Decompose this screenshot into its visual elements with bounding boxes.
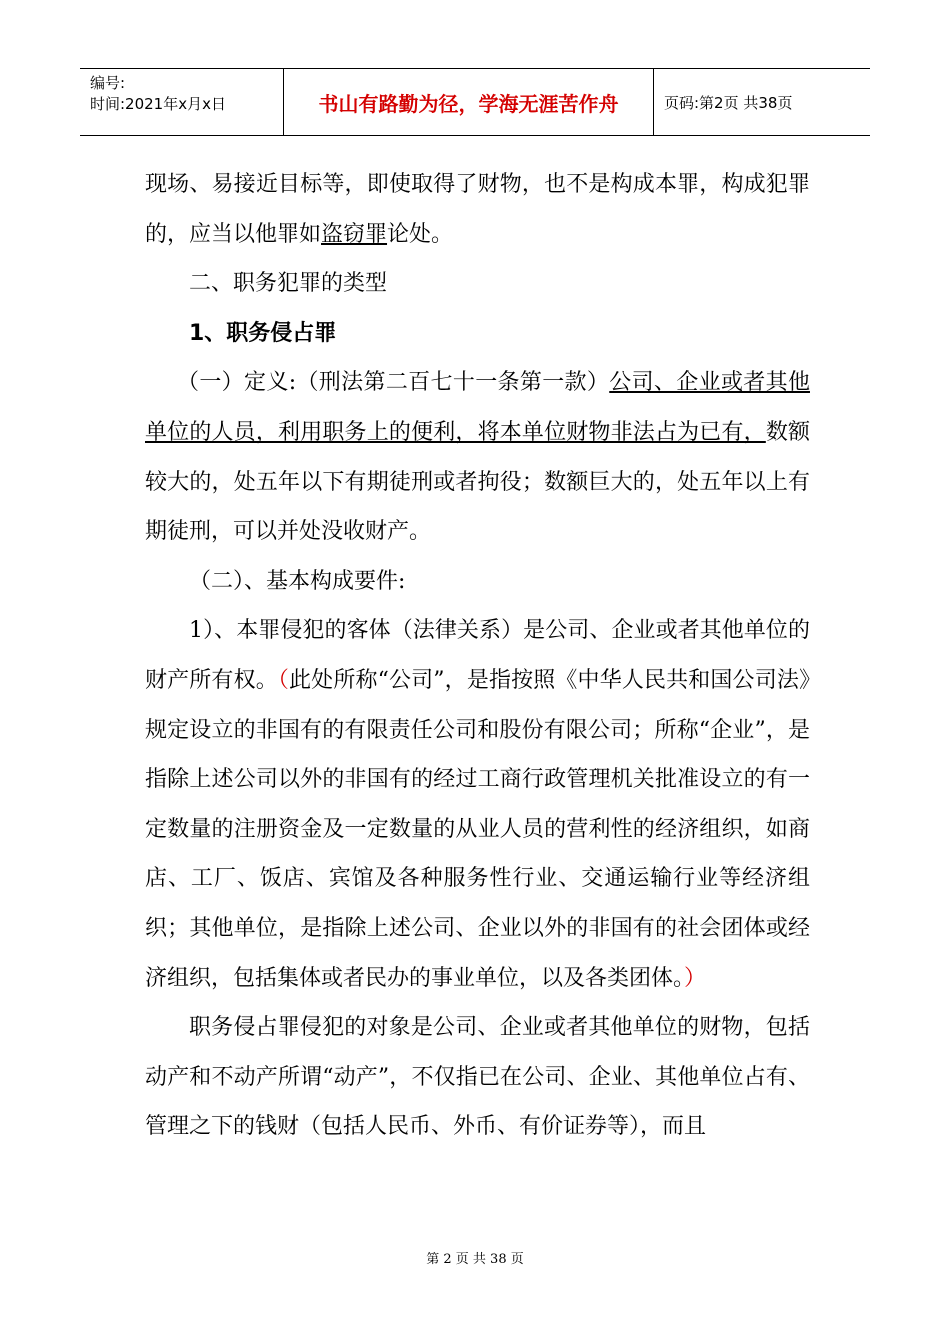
subsection-heading: 1、职务侵占罪 — [189, 320, 337, 346]
header-motto: 书山有路勤为径，学海无涯苦作舟 — [284, 69, 654, 135]
object-paragraph: 职务侵占罪侵犯的对象是公司、企业或者其他单位的财物，包括动产和不动产所谓“动产”，不仅指已在公司、企业、其他单位占有、管理之下的钱财（包括人民币、外币、有价证券等），而且 — [145, 1015, 810, 1140]
definition-underlined: 公司、企业或者其他单位的人员，利用职务上的便利，将本单位财物非法占为已有， — [145, 370, 810, 445]
section-heading: 二、职务犯罪的类型 — [189, 271, 388, 297]
header-page-info: 页码:第2页 共38页 — [664, 93, 793, 112]
subheading-elements: （二）、基本构成要件: — [189, 568, 406, 594]
page-footer: 第 2 页 共 38 页 — [426, 1252, 524, 1267]
header-meta — [80, 69, 284, 135]
item-1-paragraph: 1）、本罪侵犯的客体（法律关系）是公司、企业或者其他单位的财产所有权。（此处所称“公司”，是指按照《中华人民共和国公司法》规定设立的非国有的有限责任公司和股份有限公司；所称“企业”，是指除上述公司以外的非国有的经过工商行政管理机关批准设立的有一定数量的注册资金及一定数量的从业人员的营利性的经济组织，如商店、工厂、饭店、宾馆及各种服务性行业、交通运输行业等经济组织；其他单位，是指除上述公司、企业以外的非国有的社会团体或经济组织，包括集体或者民办的事业单位，以及各类团体。） — [145, 618, 810, 991]
paragraph-continuation: 现场、易接近目标等，即使取得了财物，也不是构成本罪，构成犯罪的，应当以他罪如盗窃罪论处。 — [145, 172, 810, 247]
theft-crime-link[interactable]: 盗窃罪 — [321, 221, 388, 247]
number-label: 编号: — [90, 74, 126, 92]
time-label: 时间:2021年x月x日 — [90, 95, 226, 113]
page-header — [80, 68, 870, 136]
document-body — [145, 160, 810, 1152]
definition-paragraph: （一）定义:（刑法第二百七十一条第一款）公司、企业或者其他单位的人员，利用职务上的便利，将本单位财物非法占为已有，数额较大的，处五年以下有期徒刑或者拘役；数额巨大的，处五年以上有期徒刑，可以并处没收财产。 — [145, 370, 810, 545]
